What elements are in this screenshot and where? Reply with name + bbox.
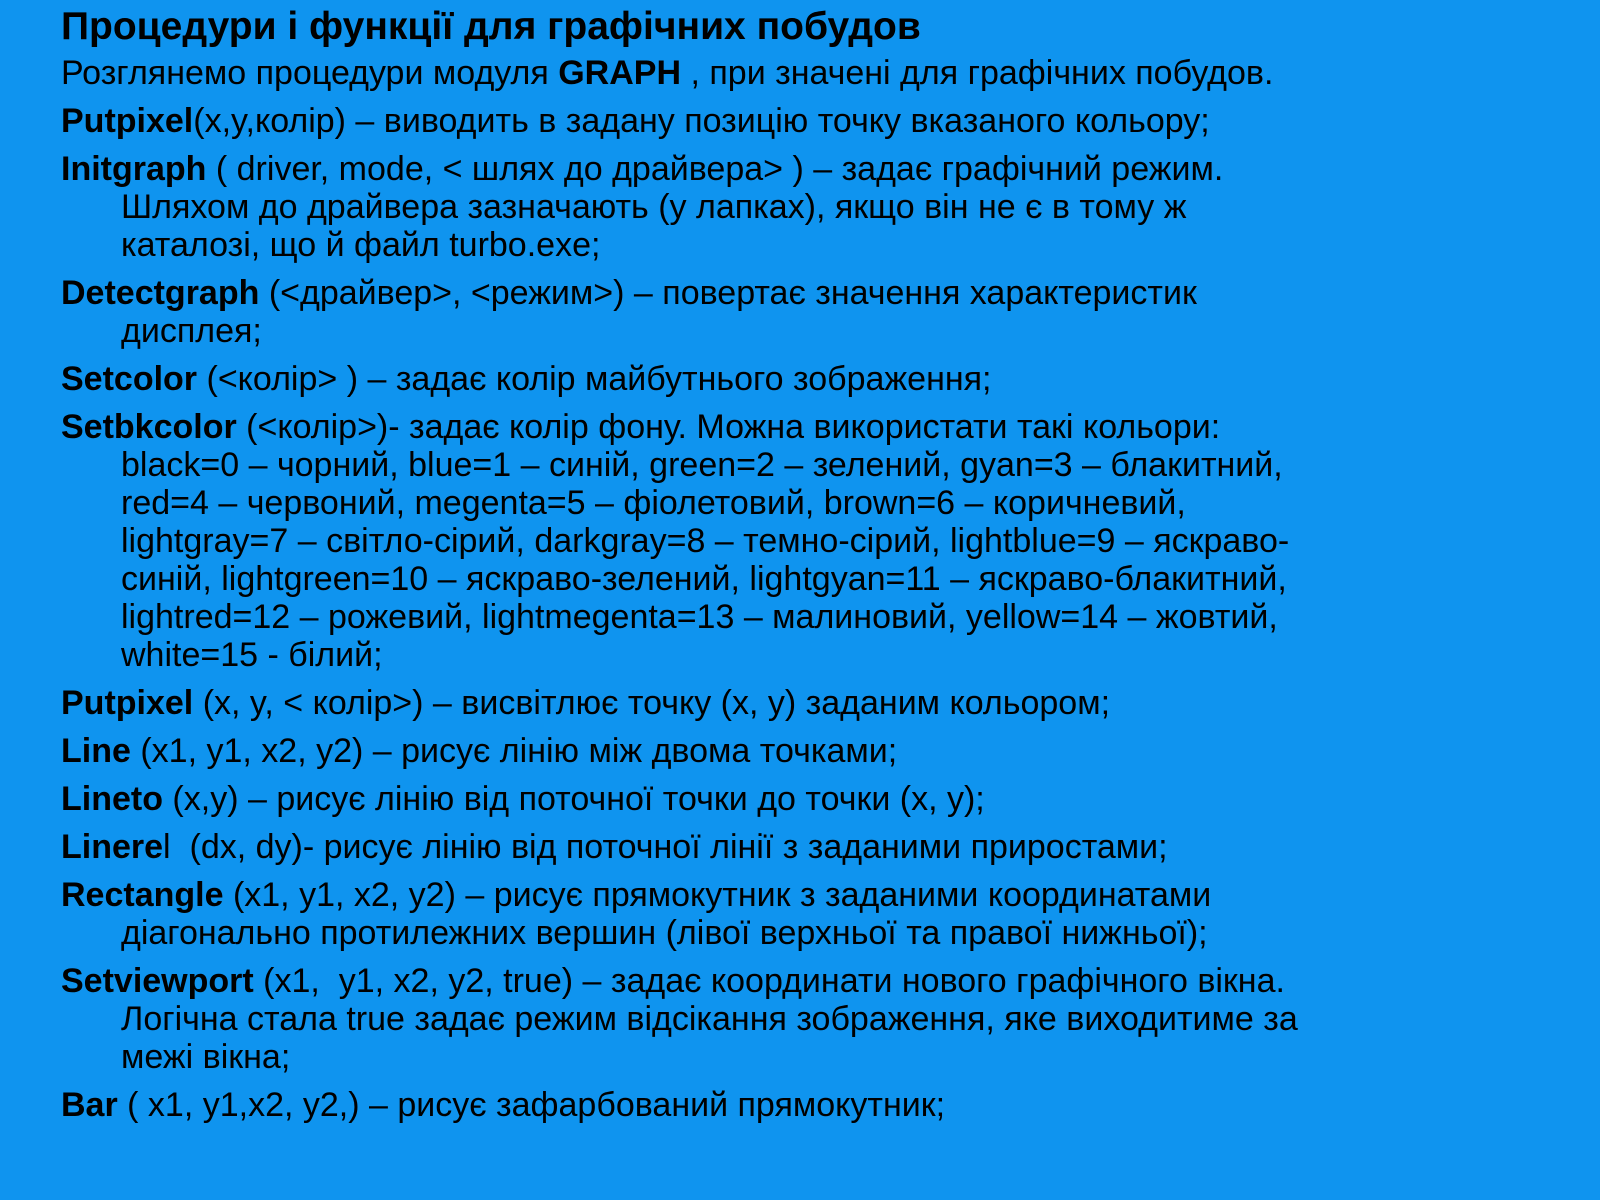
procedure-description: (<драйвер>, <режим>) – повертає значення характеристик bbox=[259, 274, 1197, 312]
procedure-keyword: Rectangle bbox=[61, 876, 224, 914]
procedure-continuation-line bbox=[61, 522, 1520, 560]
slide-title: Процедури і функції для графічних побудов bbox=[61, 5, 921, 48]
intro-module-name: GRAPH bbox=[558, 54, 682, 92]
procedure-entry bbox=[61, 684, 1520, 722]
procedure-description: дисплея; bbox=[121, 312, 262, 350]
procedure-list bbox=[61, 102, 1520, 1124]
procedure-entry bbox=[61, 1086, 1520, 1124]
procedure-first-line bbox=[61, 876, 1520, 914]
procedure-continuation-line bbox=[61, 598, 1520, 636]
procedure-entry bbox=[61, 732, 1520, 770]
procedure-first-line bbox=[61, 408, 1520, 446]
procedure-keyword: Setviewport bbox=[61, 962, 254, 1000]
procedure-continuation-line bbox=[61, 484, 1520, 522]
procedure-continuation-line bbox=[61, 226, 1520, 264]
procedure-continuation-line bbox=[61, 1038, 1520, 1076]
procedure-continuation-line bbox=[61, 636, 1520, 674]
procedure-continuation-line bbox=[61, 560, 1520, 598]
procedure-description: (x1, y1, x2, y2) – рисує лінію між двома точками; bbox=[130, 732, 898, 770]
procedure-keyword: Putpixel bbox=[61, 102, 194, 140]
procedure-keyword: Lineto bbox=[61, 780, 163, 818]
procedure-keyword: Linere bbox=[61, 828, 164, 866]
intro-paragraph bbox=[61, 54, 1520, 92]
procedure-first-line bbox=[61, 360, 1520, 398]
procedure-description: (x, y, < колір>) – висвітлює точку (x, y) заданим кольором; bbox=[193, 684, 1111, 722]
procedure-entry bbox=[61, 780, 1520, 818]
procedure-keyword: Bar bbox=[61, 1086, 118, 1124]
procedure-entry bbox=[61, 962, 1520, 1076]
procedure-description: (<колір>)- задає колір фону. Можна використати такі кольори: bbox=[236, 408, 1221, 446]
procedure-continuation-line bbox=[61, 1000, 1520, 1038]
procedure-first-line bbox=[61, 274, 1520, 312]
procedure-description: ( driver, mode, < шлях до драйвера> ) – задає графічний режим. bbox=[206, 150, 1224, 188]
procedure-first-line bbox=[61, 150, 1520, 188]
procedure-entry bbox=[61, 408, 1520, 674]
procedure-first-line bbox=[61, 102, 1520, 140]
procedure-description: lightgray=7 – світло-сірий, darkgray=8 – темно-сірий, lightblue=9 – яскраво- bbox=[121, 522, 1290, 560]
procedure-description: (x1, y1, x2, y2) – рисує прямокутник з заданими координатами bbox=[223, 876, 1212, 914]
procedure-first-line bbox=[61, 780, 1520, 818]
procedure-description: l (dx, dy)- рисує лінію від поточної лінії з заданими приростами; bbox=[163, 828, 1168, 866]
procedure-entry bbox=[61, 102, 1520, 140]
procedure-continuation-line bbox=[61, 312, 1520, 350]
procedure-description: (x,y,колір) – виводить в задану позицію точку вказаного кольору; bbox=[193, 102, 1210, 140]
procedure-first-line bbox=[61, 684, 1520, 722]
procedure-keyword: Setbkcolor bbox=[61, 408, 237, 446]
procedure-entry bbox=[61, 150, 1520, 264]
procedure-entry bbox=[61, 274, 1520, 350]
procedure-continuation-line bbox=[61, 446, 1520, 484]
procedure-keyword: Initgraph bbox=[61, 150, 207, 188]
procedure-entry bbox=[61, 828, 1520, 866]
procedure-keyword: Line bbox=[61, 732, 131, 770]
procedure-description: межі вікна; bbox=[121, 1038, 291, 1076]
procedure-description: каталозі, що й файл turbo.exe; bbox=[121, 226, 601, 264]
procedure-entry bbox=[61, 360, 1520, 398]
procedure-description: lightred=12 – рожевий, lightmegenta=13 – малиновий, yellow=14 – жовтий, bbox=[121, 598, 1278, 636]
procedure-description: white=15 - білий; bbox=[121, 636, 383, 674]
procedure-first-line bbox=[61, 732, 1520, 770]
intro-text-before: Розглянемо процедури модуля bbox=[61, 54, 559, 92]
procedure-description: (x1, y1, x2, y2, true) – задає координати нового графічного вікна. bbox=[253, 962, 1285, 1000]
procedure-continuation-line bbox=[61, 188, 1520, 226]
intro-text-after: , при значені для графічних побудов. bbox=[681, 54, 1274, 92]
procedure-description: Шляхом до драйвера зазначають (у лапках), якщо він не є в тому ж bbox=[121, 188, 1187, 226]
procedure-continuation-line bbox=[61, 914, 1520, 952]
procedure-description: діагонально протилежних вершин (лівої верхньої та правої нижньої); bbox=[121, 914, 1208, 952]
procedure-first-line bbox=[61, 828, 1520, 866]
procedure-keyword: Putpixel bbox=[61, 684, 194, 722]
procedure-description: Логічна стала true задає режим відсікання зображення, яке виходитиме за bbox=[121, 1000, 1298, 1038]
procedure-description: red=4 – червоний, megenta=5 – фіолетовий, brown=6 – коричневий, bbox=[121, 484, 1186, 522]
procedure-description: ( x1, y1,x2, y2,) – рисує зафарбований прямокутник; bbox=[117, 1086, 946, 1124]
procedure-description: синій, lightgreen=10 – яскраво-зелений, lightgyan=11 – яскраво-блакитний, bbox=[121, 560, 1287, 598]
procedure-first-line bbox=[61, 1086, 1520, 1124]
procedure-keyword: Detectgraph bbox=[61, 274, 260, 312]
procedure-first-line bbox=[61, 962, 1520, 1000]
procedure-description: black=0 – чорний, blue=1 – синій, green=2 – зелений, gyan=3 – блакитний, bbox=[121, 446, 1283, 484]
procedure-description: (x,y) – рисує лінію від поточної точки до точки (x, y); bbox=[162, 780, 985, 818]
procedure-description: (<колір> ) – задає колір майбутнього зображення; bbox=[197, 360, 992, 398]
procedure-keyword: Setcolor bbox=[61, 360, 198, 398]
procedure-entry bbox=[61, 876, 1520, 952]
